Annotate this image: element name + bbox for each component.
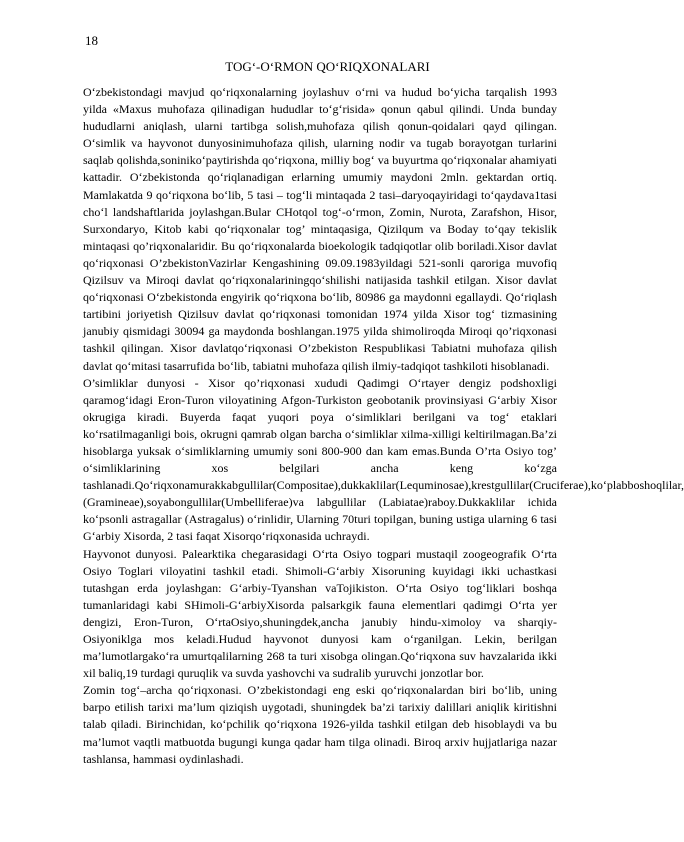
paragraph-osimliklar: O’simliklar dunyosi - Xisor qo’riqxonasi xududi Qadimgi O‘rtayer dengiz podshoxligi qaramog‘idagi Eron-Turon viloyatining Afgon-Turkiston geobotanik provinsiyasi G‘arbiy Xisor okrugiga kiradi. Buyerda faqat yuqori poya o‘simliklari berilgani va tog‘ etaklari ko‘rsatilmaganligi bois, okrugni qamrab olgan barcha o‘simliklar xilma-xilligi keltirilmagan.Ba’zi hisoblarga yuksak o‘simliklarning umumiy soni 800-900 dan kam emas.Bunda O’rta Osiyo tog’ o‘simliklarining xos belgilari ancha keng ko‘zga tashlanadi.Qo‘riqxonamurakkabgullilar(Compositae),dukkaklilar(Lequminosae),krestgullilar(Cruciferae),ko‘plabboshoqlilar,(Gramineae),soyabongullilar(Umbelliferae)va labgullilar (Labiatae)raboy.Dukkaklilar ichida ko‘psonli astragallar (Astragalus) o‘rinlidir, Ularning 70turi topilgan, buning ustiga ularning 6 tasi G‘arbiy Xisorda, 2 tasi faqat Xisorqo‘riqxonasida uchraydi.: [83, 375, 684, 544]
page-number: 18: [85, 33, 98, 48]
paragraph-hayvonot: Hayvonot dunyosi. Palearktika chegarasidagi O‘rta Osiyo togpari mustaqil zoogeografik O‘rta Osiyo Toglari viloyatini tashkil etadi. Shimoli-G‘arbiy Xisoruning kuyidagi ikki uchastkasi tutashgan erda joylashgan: G‘arbiy-Tyanshan vaTojikiston. O‘rta Osiyo tog‘liklari boshqa tumanlaridagi kabi SHimoli-G‘arbiyXisorda palsarkgik fauna elementlari qadimgi O‘rta yer dengizi, Eron-Turon, O‘rtaOsiyo,shuningdek,ancha janubiy hindu-ximoloy va sharqiy-Osiyoniklga mos keladi.Hudud hayvonot dunyosi kam o‘rganilgan. Lekin, berilgan ma’lumotlargako‘ra umurtqalilarning 268 ta turi xisobga olingan.Qo‘riqxona suv havzalarida ikki xil baliq,19 turdagi quruqlik va suvda yashovchi va sudralib yuruvchi jonzotlar bor.: [83, 546, 557, 681]
document-title: TOG‘-O‘RMON QO‘RIQXONALARI: [225, 59, 430, 74]
paragraph-qoriqxonalar: O‘zbekistondagi mavjud qo‘riqxonalarning joylashuv o‘rni va hudud bo‘yicha tarqalish 1993 yilda «Maxus muhofaza qilinadigan hududlar to‘g‘risida» qonun qabul qilindi. Unda bunday hududlarni aniqlash, ularni tartibga solish,muhofaza qilish qonun-qoidalari qayd qilingan. O‘simlik va hayvonot dunyosinimuhofaza qilish, ularning nodir va tugab borayotgan turlarini saqlab qolishda,soniniko‘paytirishda qo‘riqxona, milliy bog‘ va buyurtma qo‘riqxonalar ahamiyati kattadir. O‘zbekistonda qo‘riqlanadigan erlarning umumiy maydoni 2mln. gektardan ortiq. Mamlakatda 9 qo‘riqxona bo‘lib, 5 tasi – tog‘li mintaqada 2 tasi–daryoqayiridagi to‘qaydava1tasi cho‘l landshaftlarida joylashgan.Bular CHotqol tog‘-o‘rmon, Zomin, Nurota, Zarafshon, Hisor, Surxondaryo, Kitob kabi qo‘riqxonalar tog’ mintaqasiga, Qizilqum va Boday to‘qay tekislik mintaqasi qo’riqxonalaridir. Bu qo‘riqxonalarda bioekologik tadqiqotlar olib boriladi.Xisor davlat qo‘riqxonasi O’zbekistonVazirlar Kengashining 09.09.1983yildagi 521-sonli qaroriga muvofiq Qizilsuv va Miroqi davlat qo‘riqxonalariningqo‘shilishi natijasida tashkil etilgan. Xisor davlat qo‘riqxonasi O‘zbekistonda engyirik qo‘riqxona bo‘lib, 80986 ga maydonni egallaydi. Qo‘riqlash tartibini joriyetish Qizilsuv davlat qo‘riqxonasi tomonidan 1974 yilda Xisor tog‘ tizmasining janubiy qismidagi 30094 ga maydonda boshlangan.1975 yilda shimoliroqda Miroqi qo’riqxonasi tashkil qilingan. Xisor davlatqo‘riqxonasi O’zbekiston Respublikasi Tabiatni muhofaza qilish davlat qo‘mitasi tasarrufida bo‘lib, tabiatni muhofaza qilish ilmiy-tadqiqot tashkiloti hisoblanadi.: [83, 85, 557, 373]
document-body: [83, 84, 684, 768]
paragraph-zomin: Zomin tog‘–archa qo‘riqxonasi. O’zbekistondagi eng eski qo‘riqxonalardan biri bo‘lib, uning barpo etilish tarixi ma’lum qiziqish uygotadi, shuningdek ba’zi tarixiy dalillari aniqlik kiritishni talab qiladi. Birinchidan, ko‘pchilik qo‘riqxona 1926-yilda tashkil etilgan deb hisoblaydi va bu ma’lumot vaqtli matbuotda bugungi kunga qadar ham tilga olinadi. Biroq arxiv hujjatlariga nazar tashlansa, hammasi oydinlashadi.: [83, 683, 557, 766]
